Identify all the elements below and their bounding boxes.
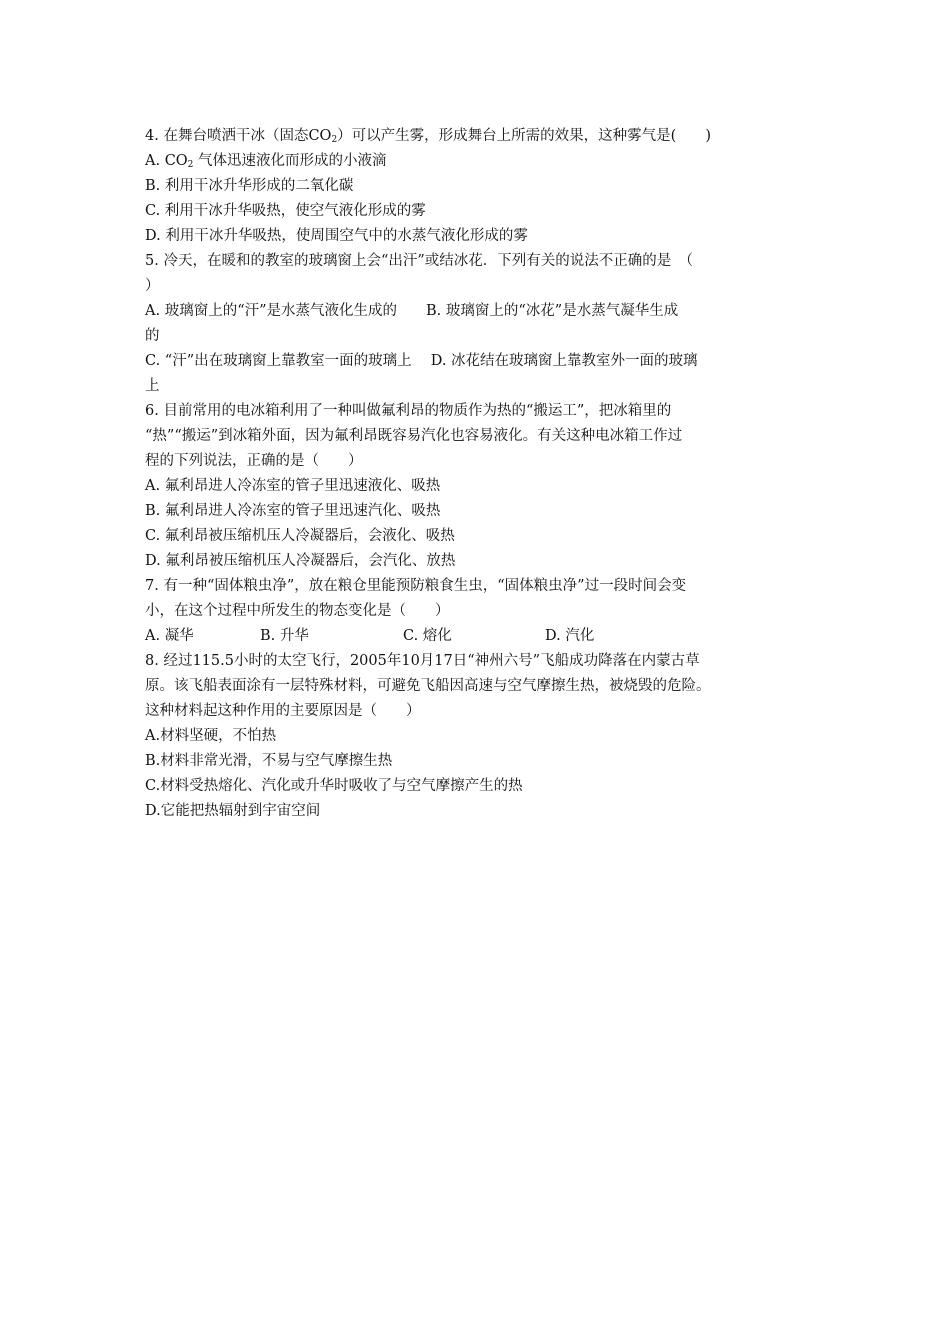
question-5-options-ab-line-1: A. 玻璃窗上的“汗”是水蒸气液化生成的 B. 玻璃窗上的“冰花”是水蒸气凝华生成 bbox=[145, 303, 679, 319]
subscript: 2 bbox=[187, 160, 194, 170]
question-list bbox=[145, 124, 813, 824]
question-6-stem-line-2: “热”“搬运”到冰箱外面，因为氟利昂既容易汽化也容易液化。有关这种电冰箱工作过 bbox=[145, 428, 683, 444]
question-4-option-b: B. 利用干冰升华形成的二氧化碳 bbox=[145, 178, 354, 194]
question-4-stem bbox=[145, 124, 813, 149]
question-5-options-cd-line-2: 上 bbox=[145, 378, 160, 394]
option-text-end: 气体迅速液化而形成的小液滴 bbox=[193, 153, 387, 169]
question-8-stem-line-3: 这种材料起这种作用的主要原因是（ ） bbox=[145, 703, 421, 719]
question-7-option-b: B. 升华 bbox=[260, 628, 309, 644]
question-6-option-b: B. 氟利昂进人冷冻室的管子里迅速汽化、吸热 bbox=[145, 503, 441, 519]
question-4-stem-text-end: ）可以产生雾，形成舞台上所需的效果，这种雾气是( ) bbox=[337, 128, 711, 144]
question-5-stem-line-1: 5. 冷天，在暖和的教室的玻璃窗上会“出汗”或结冰花．下列有关的说法不正确的是 （ bbox=[145, 253, 694, 269]
question-8-option-d: D.它能把热辐射到宇宙空间 bbox=[145, 803, 321, 819]
option-text: A. CO bbox=[145, 153, 188, 169]
question-4-option-a bbox=[145, 149, 813, 174]
question-4-option-d: D. 利用干冰升华吸热，使周围空气中的水蒸气液化形成的雾 bbox=[145, 228, 528, 244]
question-8-option-a: A.材料坚硬，不怕热 bbox=[145, 728, 277, 744]
question-8-stem-line-2: 原。该飞船表面涂有一层特殊材料，可避免飞船因高速与空气摩擦生热，被烧毁的危险。 bbox=[145, 678, 711, 694]
question-6-stem-line-1: 6. 目前常用的电冰箱利用了一种叫做氟利昂的物质作为热的“搬运工”，把冰箱里的 bbox=[145, 403, 672, 419]
question-7-option-c: C. 熔化 bbox=[403, 628, 452, 644]
question-7-option-d: D. 汽化 bbox=[545, 628, 595, 644]
subscript: 2 bbox=[331, 135, 338, 145]
question-8-stem-line-1: 8. 经过115.5小时的太空飞行，2005年10月17日“神州六号”飞船成功降落在内蒙古草 bbox=[145, 653, 700, 669]
question-7-stem-line-1: 7. 有一种“固体粮虫净”，放在粮仓里能预防粮食生虫，“固体粮虫净”过一段时间会变 bbox=[145, 578, 687, 594]
question-6-option-a: A. 氟利昂进人冷冻室的管子里迅速液化、吸热 bbox=[145, 478, 441, 494]
question-4-option-c: C. 利用干冰升华吸热，使空气液化形成的雾 bbox=[145, 203, 426, 219]
question-4-stem-text: 4. 在舞台喷洒干冰（固态CO bbox=[145, 128, 332, 144]
question-7-stem-line-2: 小，在这个过程中所发生的物态变化是（ ） bbox=[145, 603, 450, 619]
question-7-options bbox=[145, 624, 813, 649]
question-6-option-c: C. 氟利昂被压缩机压人冷凝器后，会液化、吸热 bbox=[145, 528, 455, 544]
question-6-option-d: D. 氟利昂被压缩机压人冷凝器后，会汽化、放热 bbox=[145, 553, 456, 569]
question-6-stem-line-3: 程的下列说法，正确的是（ ） bbox=[145, 453, 363, 469]
question-5-options-cd-line-1: C. “汗”出在玻璃窗上靠教室一面的玻璃上 D. 冰花结在玻璃窗上靠教室外一面的玻璃 bbox=[145, 353, 698, 369]
question-7-option-a: A. 凝华 bbox=[145, 628, 194, 644]
question-5-options-ab-line-2: 的 bbox=[145, 328, 160, 344]
question-8-option-c: C.材料受热熔化、汽化或升华时吸收了与空气摩擦产生的热 bbox=[145, 778, 523, 794]
question-8-option-b: B.材料非常光滑，不易与空气摩擦生热 bbox=[145, 753, 393, 769]
question-5-stem-line-2: ） bbox=[145, 278, 160, 294]
